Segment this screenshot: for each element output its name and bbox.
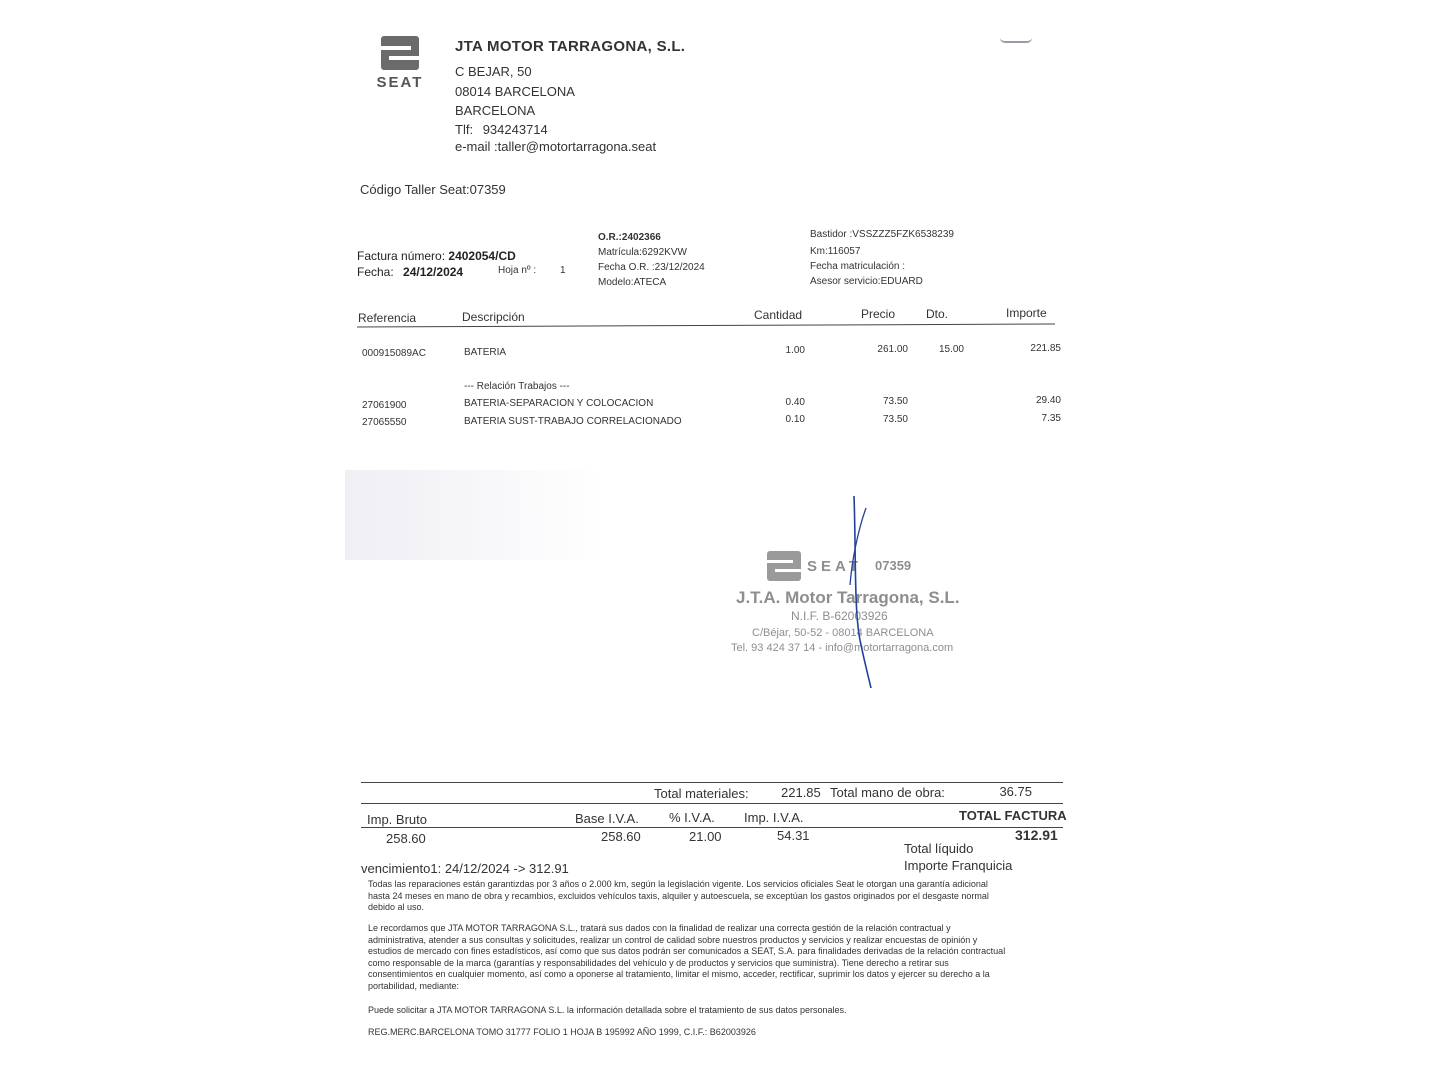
invoice-total-label: TOTAL FACTURA: [959, 808, 1067, 823]
order-model: Modelo:ATECA: [598, 277, 667, 288]
privacy-text: Le recordamos que JTA MOTOR TARRAGONA S.L., tratará sus dados con la finalidad de realizar una correcta gestión de la relación contractual y administrativa, atender a sus consultas y solicitudes, realizar un control de calidad sobre nuestros productos y servicios y realizar encuestas de opinión y estudios de mercado con fines estadísticos, así como que sus datos podrán ser comunicados a SEAT, S.A. para finalidades derivadas de la relación contractual como responsable de la marca (garantías y responsabilidades del vehículo y de productos y servicios que suministra). Tiene derecho a retirar sus consentimientos en cualquier momento, así como a oponerse al tratamiento, limitar el mismo, acceder, rectificar, suprimir los datos y ejercer su derecho a la portabilidad, mediante:: [368, 923, 1006, 991]
table-row-qty: 1.00: [785, 345, 805, 356]
vat-base-value: 258.60: [601, 829, 641, 844]
vat-base-label: Base I.V.A.: [575, 811, 639, 826]
invoice-number-line: [357, 249, 516, 263]
table-row-price: 73.50: [882, 396, 908, 407]
due-date-line: vencimiento1: 24/12/2024 -> 312.91: [361, 861, 569, 876]
invoice-date-label: Fecha:: [357, 265, 394, 279]
totals-top-rule: [361, 782, 1063, 783]
order-plate: Matrícula:6292KVW: [598, 247, 687, 258]
service-advisor: Asesor servicio:EDUARD: [810, 276, 923, 287]
table-row-section-label: --- Relación Trabajos ---: [464, 381, 570, 392]
stamp-brand: SEAT: [807, 558, 862, 575]
net-total-label: Total líquido: [904, 841, 974, 856]
stamp-address: C/Béjar, 50-52 - 08014 BARCELONA: [752, 627, 934, 639]
totals-mid-rule: [361, 803, 1063, 804]
vat-pct-value: 21.00: [689, 829, 722, 844]
table-row-ref: 27065550: [362, 417, 407, 428]
table-row-ref: 000915089AC: [362, 348, 426, 359]
totals-bottom-rule: [361, 827, 1063, 828]
materials-label: Total materiales:: [654, 786, 749, 801]
col-header-disc: Dto.: [926, 307, 949, 321]
table-header-rule: [357, 323, 1055, 327]
stamp-code: 07359: [875, 558, 912, 573]
labour-label: Total mano de obra:: [830, 785, 945, 800]
invoice-date: 24/12/2024: [403, 265, 464, 279]
invoice-total-value: 312.91: [1015, 827, 1058, 843]
handwritten-signature: [840, 490, 890, 695]
phone-value: 934243714: [482, 122, 548, 137]
workshop-code: Código Taller Seat:07359: [360, 182, 506, 197]
vehicle-km: Km:116057: [810, 246, 861, 257]
stamp-contact: Tel. 93 424 37 14 - info@motortarragona.com: [731, 642, 954, 654]
company-street: C BEJAR, 50: [455, 64, 532, 79]
company-name: JTA MOTOR TARRAGONA, S.L.: [455, 38, 686, 55]
invoice-number-label: Factura número:: [357, 249, 446, 263]
stamp-nif: N.I.F. B-62003926: [791, 609, 888, 623]
company-email: e-mail :taller@motortarragona.seat: [455, 139, 657, 154]
invoice-number: 2402054/CD: [448, 249, 516, 263]
table-row-amount: 29.40: [1035, 395, 1061, 406]
table-row-amount: 7.35: [1041, 413, 1061, 424]
invoice-date-line: [357, 265, 463, 279]
vat-amount-value: 54.31: [777, 828, 810, 843]
col-header-desc: Descripción: [462, 310, 525, 324]
table-row-price: 73.50: [882, 414, 908, 425]
table-row-ref: 27061900: [362, 400, 407, 411]
labour-total: 36.75: [999, 784, 1032, 799]
table-row-desc: BATERIA SUST-TRABAJO CORRELACIONADO: [464, 416, 682, 427]
table-row-qty: 0.10: [785, 414, 805, 425]
company-city: 08014 BARCELONA: [455, 84, 575, 99]
sheet-label: Hoja nº :: [498, 265, 537, 276]
vehicle-registration-date: Fecha matriculación :: [810, 261, 906, 272]
table-row-desc: BATERIA: [464, 347, 507, 358]
col-header-ref: Referencia: [358, 311, 417, 325]
scan-shading: [345, 470, 605, 560]
table-row-qty: 0.40: [785, 397, 805, 408]
seat-logo: [366, 34, 434, 97]
company-province: BARCELONA: [455, 103, 536, 118]
stamp-logo-icon: [766, 550, 802, 587]
sheet-number: 1: [560, 265, 566, 276]
franchise-label: Importe Franquicia: [904, 858, 1013, 873]
phone-label: Tlf:: [455, 122, 474, 137]
materials-total: 221.85: [781, 785, 821, 800]
table-row-disc: 15.00: [938, 344, 964, 355]
table-row-desc: BATERIA-SEPARACION Y COLOCACION: [464, 398, 654, 409]
table-row-amount: 221.85: [1030, 343, 1061, 354]
gross-label: Imp. Bruto: [367, 812, 427, 827]
vat-amount-label: Imp. I.V.A.: [744, 810, 804, 825]
col-header-amount: Importe: [1006, 306, 1047, 320]
vat-pct-label: % I.V.A.: [669, 810, 715, 825]
vehicle-chassis: Bastidor :VSSZZZ5FZK6538239: [810, 229, 954, 240]
seat-logo-text: SEAT: [376, 74, 424, 91]
order-date: Fecha O.R. :23/12/2024: [598, 262, 705, 273]
stamp-company-name: J.T.A. Motor Tarragona, S.L.: [736, 588, 960, 607]
scan-mark: [1000, 38, 1032, 43]
table-row-price: 261.00: [877, 344, 908, 355]
company-phone-line: [455, 122, 548, 137]
registry-text: REG.MERC.BARCELONA TOMO 31777 FOLIO 1 HOJA B 195992 AÑO 1999, C.I.F.: B62003926: [368, 1027, 756, 1037]
order-number: O.R.:2402366: [598, 232, 661, 243]
data-request-text: Puede solicitar a JTA MOTOR TARRAGONA S.L. la información detallada sobre el tratamiento de sus datos personales.: [368, 1005, 847, 1015]
col-header-qty: Cantidad: [754, 308, 803, 322]
warranty-text: Todas las reparaciones están garantizdas por 3 años o 2.000 km, según la legislación vigente. Los servicios oficiales Seat le otorgan una garantía adicional hasta 24 meses en mano de obra y recambios, excluidos vehículos taxis, alquiler y autoescuela, se exceptúan los gastos originados por el desgaste normal debido al uso.: [368, 879, 989, 912]
gross-value: 258.60: [386, 831, 426, 846]
col-header-price: Precio: [861, 307, 896, 321]
